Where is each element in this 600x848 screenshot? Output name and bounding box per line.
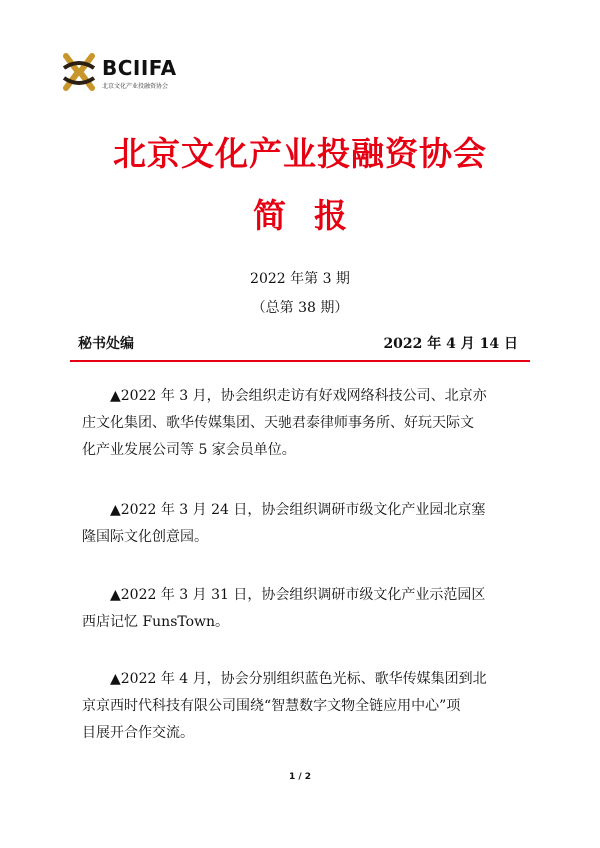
news-item xyxy=(82,666,522,747)
news-line: 隆国际文化创意园。 xyxy=(82,529,208,545)
logo-abbr: BCIIFA xyxy=(102,56,177,80)
news-line: ▲2022 年 3 月，协会组织走访有好戏网络科技公司、北京亦 xyxy=(110,388,487,404)
page-number: 1 / 2 xyxy=(288,772,312,782)
news-line: ▲2022 年 3 月 24 日，协会组织调研市级文化产业园北京塞 xyxy=(110,502,486,518)
news-line: ▲2022 年 4 月，协会分别组织蓝色光标、歌华传媒集团到北 xyxy=(110,671,487,687)
issue-number: 2022 年第 3 期 xyxy=(250,271,350,287)
news-line: ▲2022 年 3 月 31 日，协会组织调研市级文化产业示范园区 xyxy=(110,587,486,603)
doc-title: 简报 xyxy=(253,196,375,235)
org-title: 北京文化产业投融资协会 xyxy=(113,134,487,173)
news-line: 京京西时代科技有限公司围绕“智慧数字文物全链应用中心”项 xyxy=(82,698,461,714)
logo-subtitle: 北京文化产业投融资协会 xyxy=(102,83,169,90)
logo-knot-icon xyxy=(58,50,100,94)
publish-date: 2022 年 4 月 14 日 xyxy=(383,336,518,352)
editor-label: 秘书处编 xyxy=(78,336,134,352)
total-issue-number: （总第 38 期） xyxy=(251,300,349,316)
news-item xyxy=(82,497,522,551)
association-logo xyxy=(58,50,188,100)
news-item xyxy=(82,383,522,464)
news-line: 庄文化集团、歌华传媒集团、天驰君泰律师事务所、好玩天际文 xyxy=(82,415,474,431)
news-item xyxy=(82,582,522,636)
red-divider xyxy=(70,360,530,362)
news-line: 西店记忆 FunsTown。 xyxy=(82,614,230,630)
news-line: 化产业发展公司等 5 家会员单位。 xyxy=(82,442,296,458)
news-line: 目展开合作交流。 xyxy=(82,725,194,741)
